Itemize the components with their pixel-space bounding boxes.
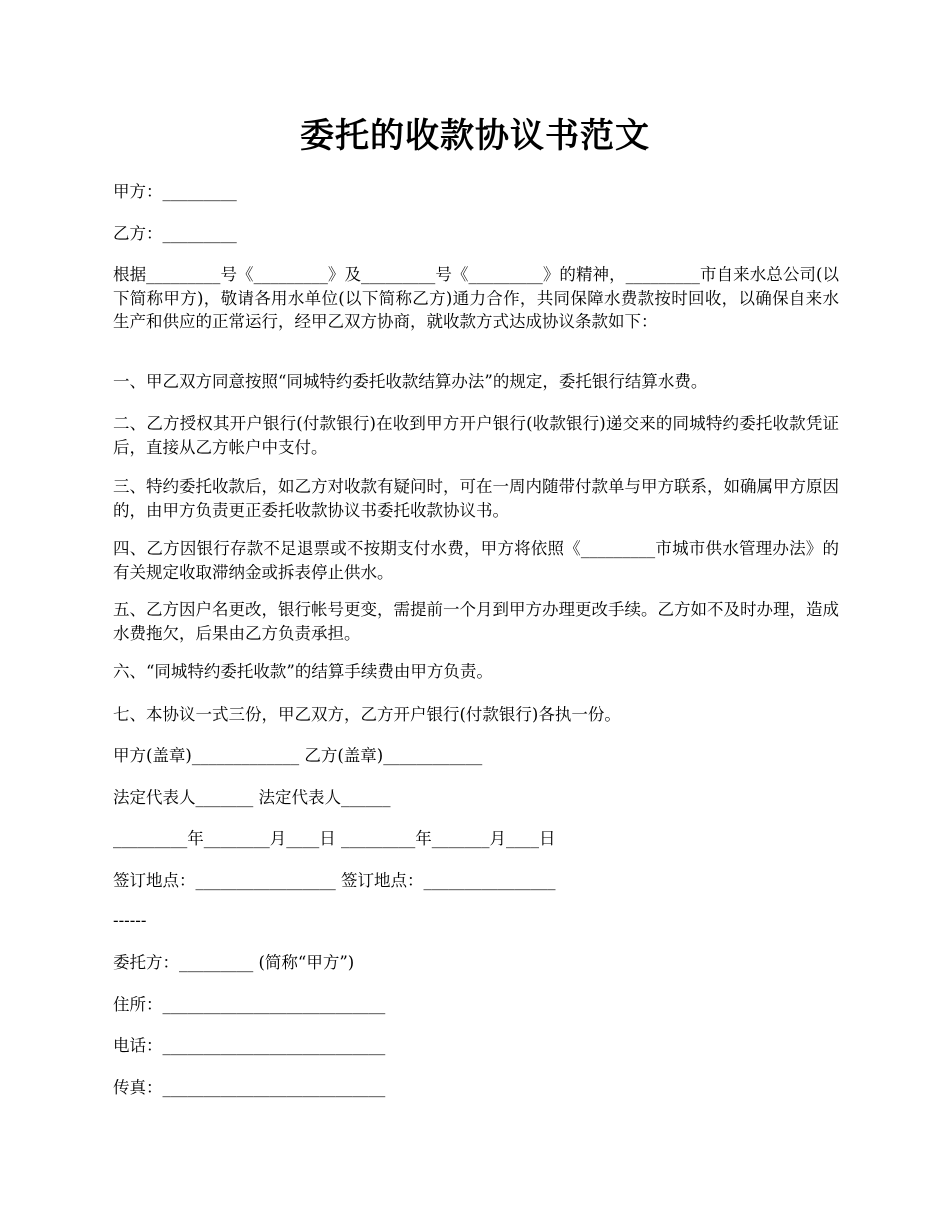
party-b-line: 乙方：_________	[113, 224, 237, 243]
seal-line: 甲方(盖章)_____________ 乙方(盖章)____________	[113, 746, 483, 765]
clause-7: 七、本协议一式三份，甲乙双方，乙方开户银行(付款银行)各执一份。	[113, 705, 621, 724]
legal-rep-line: 法定代表人_______ 法定代表人______	[113, 788, 391, 807]
client-phone-line: 电话：___________________________	[113, 1036, 386, 1055]
signing-place-line: 签订地点：_________________ 签订地点：________________	[113, 871, 556, 890]
date-line: _________年________月____日 _________年_______月____日	[113, 829, 556, 848]
client-address-line: 住所：___________________________	[113, 995, 386, 1014]
clause-6: 六、“同城特约委托收款”的结算手续费由甲方负责。	[113, 662, 493, 681]
clause-2: 二、乙方授权其开户银行(付款银行)在收到甲方开户银行(收款银行)递交来的同城特约委托收款凭证后，直接从乙方帐户中支付。	[113, 414, 839, 457]
clause-4: 四、乙方因银行存款不足退票或不按期支付水费，甲方将依照《_________市城市供水管理办法》的有关规定收取滞纳金或拆表停止供水。	[113, 539, 839, 582]
party-a-line: 甲方：_________	[113, 182, 237, 201]
client-name-line: 委托方：_________ (简称“甲方”)	[113, 953, 355, 972]
preamble-paragraph: 根据_________号《_________》及_________号《_________》的精神，_________市自来水总公司(以下简称甲方)，敬请各用水单位(以下简称乙方)通力合作，共同保障水费款按时回收，以确保自来水生产和供应的正常运行，经甲乙双方协商，就收款方式达成协议条款如下：	[113, 265, 839, 331]
clause-5: 五、乙方因户名更改，银行帐号更变，需提前一个月到甲方办理更改手续。乙方如不及时办理，造成水费拖欠，后果由乙方负责承担。	[113, 600, 839, 643]
client-fax-line: 传真：___________________________	[113, 1078, 386, 1097]
clause-1: 一、甲乙双方同意按照“同城特约委托收款结算办法”的规定，委托银行结算水费。	[113, 372, 708, 391]
document-title: 委托的收款协议书范文	[300, 116, 650, 156]
separator: ------	[113, 911, 147, 930]
clause-3: 三、特约委托收款后，如乙方对收款有疑问时，可在一周内随带付款单与甲方联系，如确属甲方原因的，由甲方负责更正委托收款协议书委托收款协议书。	[113, 477, 839, 520]
